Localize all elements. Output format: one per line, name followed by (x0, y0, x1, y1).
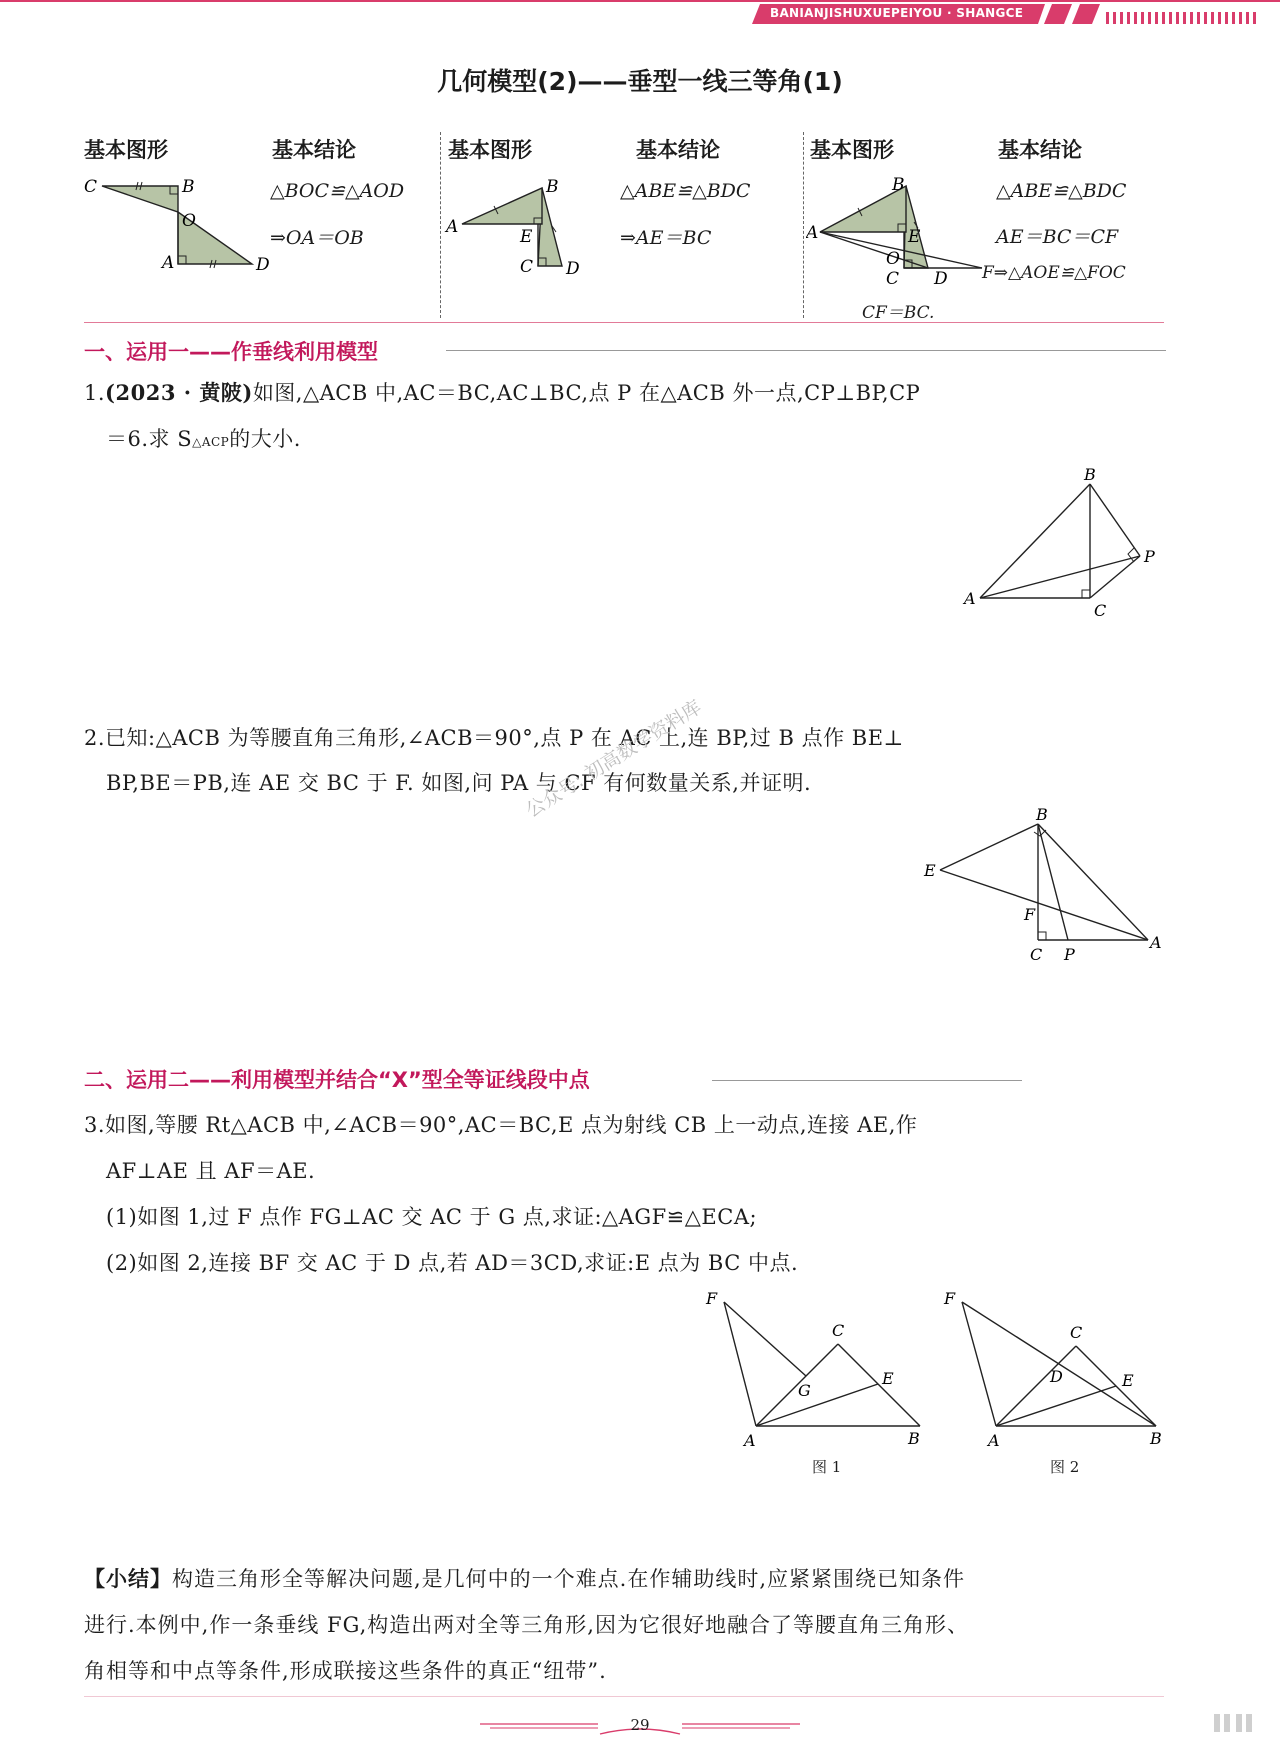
q1-line2-end: 的大小. (229, 427, 301, 451)
model3-figure (806, 172, 994, 288)
model2-conclusion-1: △ABE≌△BDC (620, 180, 751, 202)
model3-label-b: B (892, 175, 905, 195)
q1-text: 如图,△ACB 中,AC＝BC,AC⊥BC,点 P 在△ACB 外一点,CP⊥BP,CP (252, 381, 921, 405)
model1-label-c: C (84, 177, 98, 197)
q1-label-b: B (1084, 465, 1096, 484)
q1-source: (2023 · 黄陂) (105, 380, 253, 405)
section1-rule (446, 350, 1166, 351)
q3-fig1-label-c: C (832, 1321, 845, 1340)
q2-figure (916, 806, 1166, 966)
model-divider-1 (440, 132, 441, 318)
q3-fig1-label-e: E (882, 1369, 894, 1388)
model2-label-e: E (520, 227, 533, 247)
q2-line2: BP,BE＝PB,连 AE 交 BC 于 F. 如图,问 PA 与 CF 有何数量关系,并证明. (106, 771, 812, 795)
q2-label-e: E (924, 861, 936, 880)
model3-conclusion-3: F⇒△AOE≌△FOC (982, 263, 1126, 283)
model3-conclusion-heading: 基本结论 (998, 138, 1082, 162)
model3-extra-note: CF＝BC. (862, 303, 935, 323)
header-series-text: BANIANJISHUXUEPEIYOU · SHANGCE (770, 6, 1024, 20)
model-divider-2 (803, 132, 804, 318)
q2-line1: 2.已知:△ACB 为等腰直角三角形,∠ACB＝90°,点 P 在 AC 上,连 BP,过 B 点作 BE⊥ (84, 726, 904, 750)
q3-figure-2 (940, 1290, 1170, 1470)
q3-figure-1 (700, 1290, 930, 1470)
q1-figure (950, 462, 1170, 622)
summary-line1 (84, 1556, 965, 1602)
section2-title: 二、运用二——利用模型并结合“X”型全等证线段中点 (84, 1068, 590, 1092)
model1-label-o: O (182, 211, 196, 231)
corner-bars-icon (1210, 1712, 1270, 1734)
model2-conclusion-heading: 基本结论 (636, 138, 720, 162)
model1-conclusion-heading: 基本结论 (272, 138, 356, 162)
q1-number: 1. (84, 381, 106, 405)
q1-label-a: A (964, 589, 976, 608)
q3-fig1-label-b: B (908, 1429, 920, 1448)
model3-conclusion-2: AE＝BC＝CF (996, 226, 1119, 248)
model1-label-d: D (256, 255, 270, 275)
model2-label-c: C (520, 257, 534, 277)
q3-fig2-caption: 图 2 (1050, 1458, 1080, 1476)
q3-fig1-label-a: A (744, 1431, 756, 1450)
q3-fig1-label-f: F (706, 1290, 718, 1308)
model1-label-b: B (182, 177, 195, 197)
q3-fig2-label-c: C (1070, 1323, 1083, 1342)
model2-label-d: D (566, 259, 580, 279)
section1-title: 一、运用一——作垂线利用模型 (84, 340, 378, 364)
header-band (0, 0, 1280, 28)
page-number: 29 (630, 1716, 650, 1734)
q3-fig2-label-b: B (1150, 1429, 1162, 1448)
q3-fig2-label-e: E (1122, 1371, 1134, 1390)
model2-label-a: A (446, 217, 459, 237)
model3-conclusion-1: △ABE≌△BDC (996, 180, 1127, 202)
model1-figure-heading: 基本图形 (84, 138, 168, 162)
model1-label-a: A (162, 253, 175, 273)
q2-label-a: A (1150, 933, 1162, 952)
summary-line2: 进行.本例中,作一条垂线 FG,构造出两对全等三角形,因为它很好地融合了等腰直角三角形、 (84, 1613, 969, 1637)
q3-line2: AF⊥AE 且 AF＝AE. (106, 1159, 316, 1183)
q3-fig1-caption: 图 1 (812, 1458, 842, 1476)
q3-fig2-label-a: A (988, 1431, 1000, 1450)
model1-conclusion-1: △BOC≌△AOD (270, 180, 405, 202)
watermark: 公众号: 初高数学资料库 (522, 696, 706, 823)
page-title: 几何模型(2)——垂型一线三等角(1) (437, 67, 843, 96)
q2-label-f: F (1024, 905, 1036, 924)
summary-bottom-rule (84, 1696, 1164, 1697)
q3-line4: (2)如图 2,连接 BF 交 AC 于 D 点,若 AD＝3CD,求证:E 点为 BC 中点. (106, 1251, 799, 1275)
section2-rule (712, 1080, 1022, 1081)
model3-label-d: D (934, 269, 948, 288)
q3-fig2-label-d: D (1050, 1367, 1063, 1386)
q2-label-c: C (1030, 945, 1043, 964)
summary-text-1: 构造三角形全等解决问题,是几何中的一个难点.在作辅助线时,应紧紧围绕已知条件 (172, 1567, 966, 1591)
q1-line2-sub: △ACP (192, 435, 230, 449)
summary-line3: 角相等和中点等条件,形成联接这些条件的真正“纽带”. (84, 1659, 607, 1683)
q1-line2-main: ＝6.求 S (106, 427, 193, 451)
q3-fig1-label-g: G (798, 1381, 811, 1400)
q3-line3: (1)如图 1,过 F 点作 FG⊥AC 交 AC 于 G 点,求证:△AGF≌△ECA; (106, 1205, 758, 1229)
model2-figure (444, 176, 604, 280)
model3-label-o: O (886, 249, 900, 269)
model2-conclusion-2: ⇒AE＝BC (620, 227, 712, 249)
q1-label-p: P (1144, 547, 1155, 566)
q1-line1 (84, 370, 920, 416)
model1-conclusion-2: ⇒OA＝OB (270, 227, 364, 249)
q2-label-p: P (1064, 945, 1075, 964)
model3-label-c: C (886, 269, 900, 288)
q3-line1: 3.如图,等腰 Rt△ACB 中,∠ACB＝90°,AC＝BC,E 点为射线 CB 上一动点,连接 AE,作 (84, 1113, 918, 1137)
model3-label-e: E (908, 227, 921, 247)
q3-fig2-label-f: F (944, 1290, 956, 1308)
q1-label-c: C (1094, 601, 1107, 620)
q2-label-b: B (1036, 806, 1048, 824)
summary-tag: 【小结】 (84, 1566, 172, 1591)
model1-figure (78, 172, 278, 276)
model-section-divider (84, 322, 1164, 323)
q1-line2 (106, 416, 301, 465)
model2-figure-heading: 基本图形 (448, 138, 532, 162)
model2-label-b: B (546, 177, 559, 197)
model3-label-a: A (806, 223, 819, 243)
model3-figure-heading: 基本图形 (810, 138, 894, 162)
